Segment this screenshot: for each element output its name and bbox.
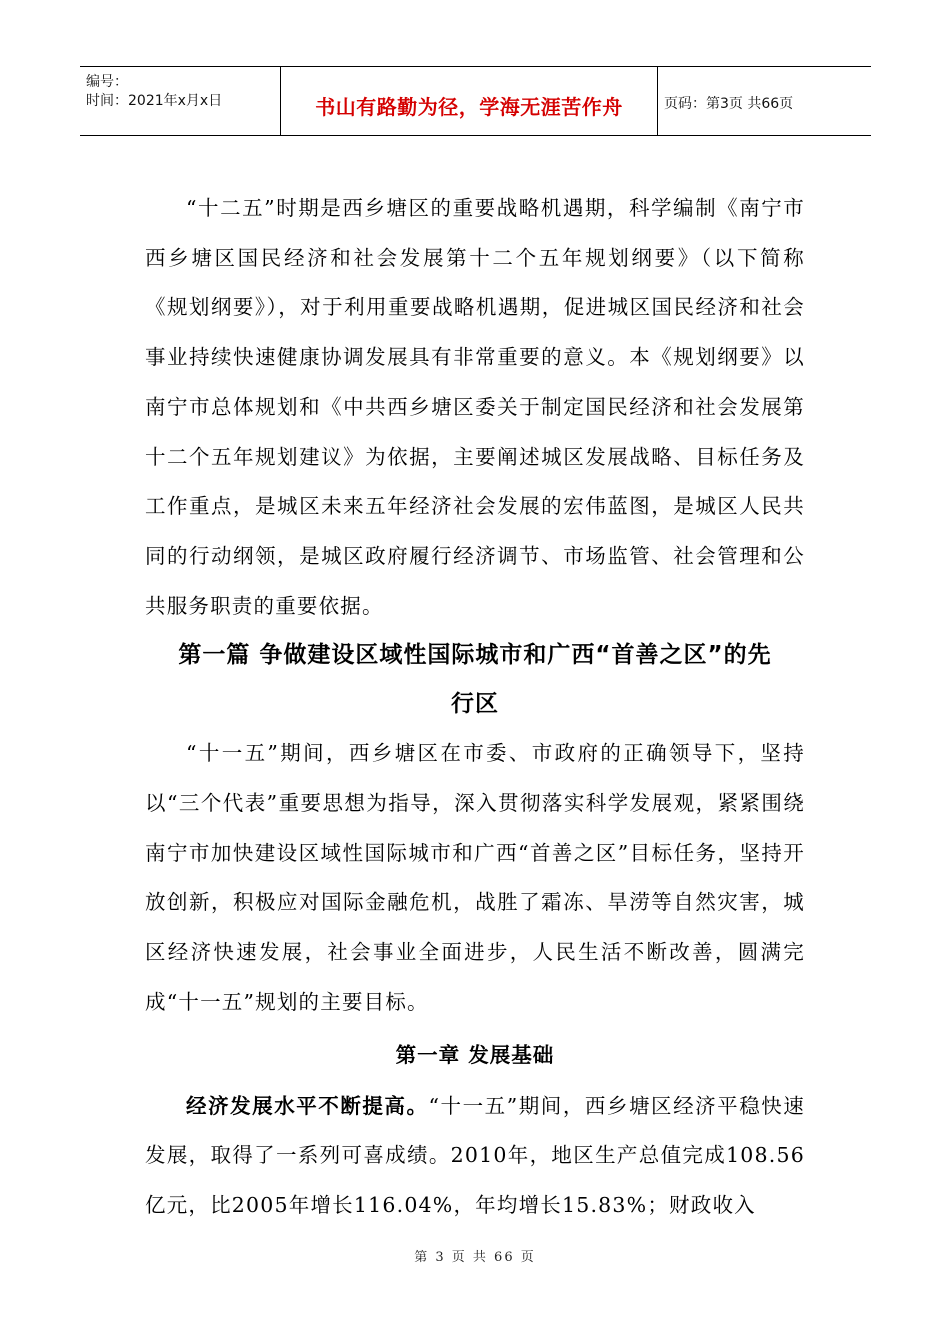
header-motto-cell xyxy=(281,67,658,135)
code-label: 编号： xyxy=(86,74,128,90)
part-title xyxy=(145,631,805,729)
part-title-line-1: 第一篇 争做建设区域性国际城市和广西“首善之区”的先 xyxy=(178,642,772,669)
document-body xyxy=(145,184,805,1231)
intro-paragraph: “十二五”时期是西乡塘区的重要战略机遇期，科学编制《南宁市西乡塘区国民经济和社会发展第十二个五年规划纲要》（以下简称《规划纲要》），对于利用重要战略机遇期，促进城区国民经济和社会事业持续快速健康协调发展具有非常重要的意义。本《规划纲要》以南宁市总体规划和《中共西乡塘区委关于制定国民经济和社会发展第十二个五年规划建议》为依据，主要阐述城区发展战略、目标任务及工作重点，是城区未来五年经济社会发展的宏伟蓝图，是城区人民共同的行动纲领，是城区政府履行经济调节、市场监管、社会管理和公共服务职责的重要依据。 xyxy=(145,196,805,618)
header-page-cell xyxy=(658,67,871,135)
economy-paragraph xyxy=(145,1082,805,1231)
document-header xyxy=(80,66,871,136)
page-info: 页码：第3页 共66页 xyxy=(664,96,794,112)
page-footer: 第 3 页 共 66 页 xyxy=(414,1250,536,1265)
part-title-line-2: 行区 xyxy=(451,691,499,718)
time-label: 时间：2021年x月x日 xyxy=(86,93,223,109)
header-meta-cell xyxy=(80,67,281,135)
motto-text: 书山有路勤为径，学海无涯苦作舟 xyxy=(315,94,623,119)
chapter-title: 第一章 发展基础 xyxy=(395,1042,555,1067)
part-paragraph: “十一五”期间，西乡塘区在市委、市政府的正确领导下，坚持以“三个代表”重要思想为指导，深入贯彻落实科学发展观，紧紧围绕南宁市加快建设区域性国际城市和广西“首善之区”目标任务，坚持开放创新，积极应对国际金融危机，战胜了霜冻、旱涝等自然灾害，城区经济快速发展，社会事业全面进步，人民生活不断改善，圆满完成“十一五”规划的主要目标。 xyxy=(145,741,805,1014)
economy-lead: 经济发展水平不断提高。 xyxy=(186,1093,429,1118)
economy-text: “十一五”期间，西乡塘区经济平稳快速发展，取得了一系列可喜成绩。2010年，地区生产总值完成108.56亿元，比2005年增长116.04%，年均增长15.83%；财政收入 xyxy=(145,1093,806,1217)
